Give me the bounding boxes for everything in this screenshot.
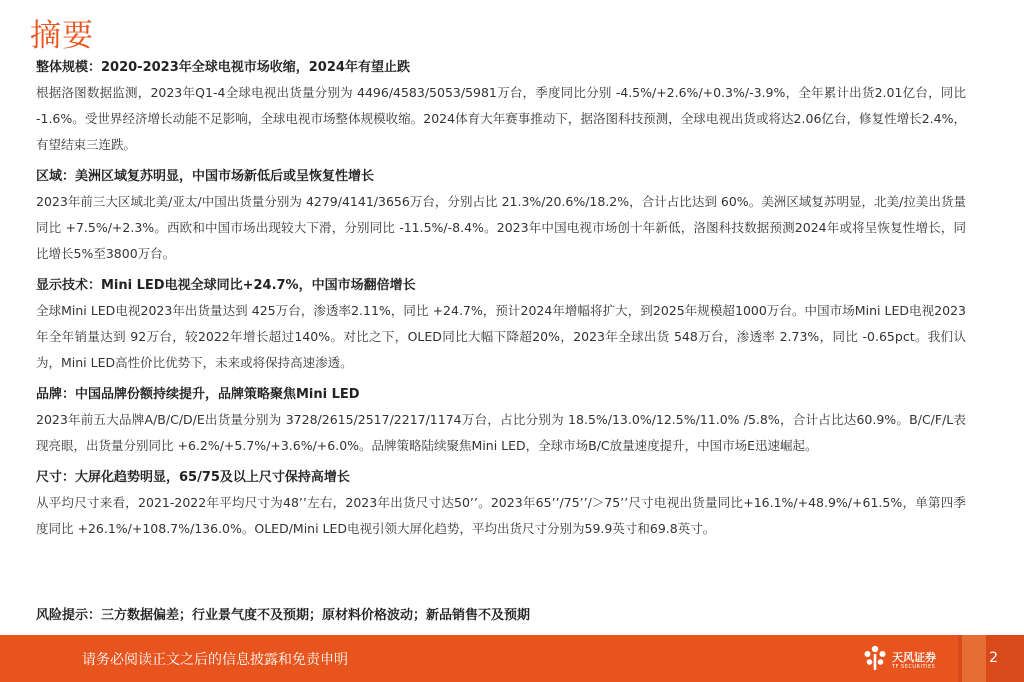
section-region — [36, 166, 966, 267]
section-size — [36, 467, 966, 542]
logo-mark-icon — [862, 644, 888, 672]
section-heading: 区域：美洲区域复苏明显，中国市场新低后或呈恢复性增长 — [36, 169, 375, 184]
summary-content — [36, 57, 966, 550]
page-title: 摘要 — [30, 18, 94, 54]
page-number: 2 — [989, 650, 998, 666]
logo-name: 天风证券 — [892, 651, 936, 664]
section-heading: 整体规模：2020-2023年全球电视市场收缩，2024年有望止跌 — [36, 60, 410, 75]
company-logo — [862, 643, 942, 675]
section-heading: 尺寸：大屏化趋势明显，65/75及以上尺寸保持高增长 — [36, 470, 350, 485]
section-overall-scale — [36, 57, 966, 158]
section-body: 2023年前五大品牌A/B/C/D/E出货量分别为 3728/2615/2517/2217/1174万台，占比分别为 18.5%/13.0%/12.5%/11.0% /5.8%，合计占比达60.9%。B/C/F/L表现亮眼，出货量分别同比 +6.2%/+5.7%/+3.6%/+6.0%。品牌策略陆续聚焦Mini LED，全球市场B/C放量速度提升，中国市场E迅速崛起。 — [36, 412, 966, 453]
footer-bar — [0, 635, 1024, 682]
section-brand — [36, 384, 966, 459]
section-heading: 显示技术：Mini LED电视全球同比+24.7%，中国市场翻倍增长 — [36, 278, 416, 293]
section-body: 根据洛图数据监测，2023年Q1-4全球电视出货量分别为 4496/4583/5053/5981万台，季度同比分别 -4.5%/+2.6%/+0.3%/-3.9%，全年累计出货2.01亿台，同比 -1.6%。受世界经济增长动能不足影响，全球电视市场整体规模收缩。2024体育大年赛事推动下，据洛图科技预测，全球电视出货或将达2.06亿台，修复性增长2.4%，有望结束三连跌。 — [36, 85, 966, 152]
section-body: 从平均尺寸来看，2021-2022年平均尺寸为48’’左右，2023年出货尺寸达50’’。2023年65’’/75’’/＞75’’尺寸电视出货量同比+16.1%/+48.9%/+61.5%，单第四季度同比 +26.1%/+108.7%/136.0%。OLED/Mini LED电视引领大屏化趋势，平均出货尺寸分别为59.9英寸和69.8英寸。 — [36, 495, 966, 536]
risk-warning: 风险提示：三方数据偏差；行业景气度不及预期；原材料价格波动；新品销售不及预期 — [36, 608, 531, 623]
section-heading: 品牌：中国品牌份额持续提升，品牌策略聚焦Mini LED — [36, 387, 360, 402]
section-body: 2023年前三大区域北美/亚太/中国出货量分别为 4279/4141/3656万台，分别占比 21.3%/20.6%/18.2%，合计占比达到 60%。美洲区域复苏明显，北美/拉美出货量同比 +7.5%/+2.3%。西欧和中国市场出现较大下滑，分别同比 -11.5%/-8.4%。2023年中国电视市场创十年新低，洛图科技数据预测2024年或将呈恢复性增长，同比增长5%至3800万台。 — [36, 194, 966, 261]
corner-decoration-accent — [962, 635, 986, 682]
section-body: 全球Mini LED电视2023年出货量达到 425万台，渗透率2.11%，同比 +24.7%，预计2024年增幅将扩大，到2025年规模超1000万台。中国市场Mini LED电视2023年全年销量达到 92万台，较2022年增长超过140%。对比之下，OLED同比大幅下降超20%，2023年全球出货 548万台，渗透率 2.73%，同比 -0.65pct。我们认为，Mini LED高性价比优势下，未来或将保持高速渗透。 — [36, 303, 966, 370]
logo-subtitle: TF SECURITIES — [892, 664, 936, 670]
section-display-tech — [36, 275, 966, 376]
disclaimer-link[interactable]: 请务必阅读正文之后的信息披露和免责申明 — [82, 652, 348, 668]
